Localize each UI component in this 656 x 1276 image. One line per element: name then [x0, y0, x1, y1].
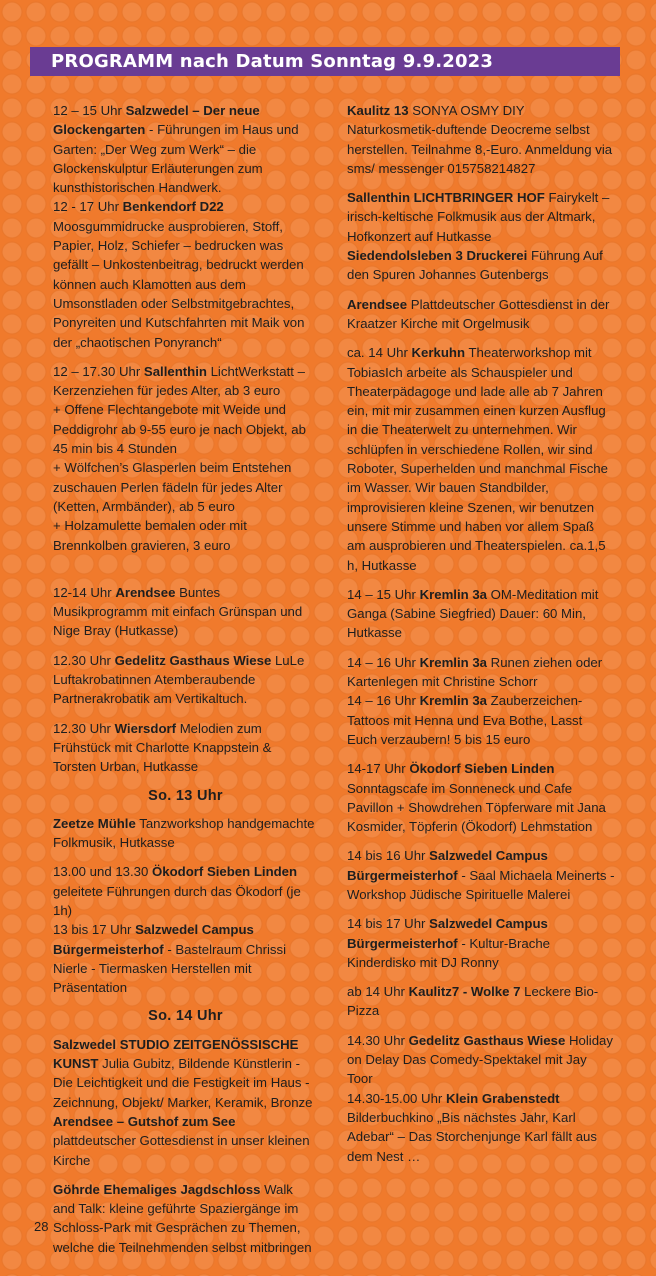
event-text: Führung Auf den Spuren Johannes Gutenbergs — [347, 248, 603, 283]
event-entry — [347, 846, 615, 904]
event-time: 12.30 Uhr — [53, 720, 115, 736]
event-entry — [53, 362, 318, 555]
event-entry — [53, 1035, 318, 1170]
event-entry — [347, 585, 615, 643]
event-time: 14 bis 17 Uhr — [347, 916, 430, 932]
event-text: Julia Gubitz, Bildende Künstlerin - Die Leichtigkeit und die Festigkeit im Haus - Zeichnung, Objekt/ Marker, Keramik, Bronze — [53, 1056, 313, 1110]
event-text: Melodien zum Frühstück mit Charlotte Knappstein & Torsten Urban, Hutkasse — [53, 720, 272, 775]
event-text: OM-Meditation mit Ganga (Sabine Siegfried) Dauer: 60 Min, Hutkasse — [347, 586, 599, 641]
event-time: 14-17 Uhr — [347, 761, 410, 777]
event-entry — [53, 862, 318, 997]
time-heading: So. 14 Uhr — [148, 1008, 223, 1025]
event-time: 14.30-15.00 Uhr — [347, 1090, 446, 1106]
event-text: Theaterworkshop mit TobiasIch arbeite als Schauspieler und Theaterpädagoge und lade alle ab 7 Jahren ein, mit mir zusammen einen kurzen Ausflug in die Theaterwelt zu unternehmen. Wir schlüpfen in verschiedene Rollen, wir sind Roboter, Superhelden und manchmal Fische im Wasser. Wir bauen Standbilder, improvisieren kleine Szenen, wir benutzen unsere Stimme und haben vor allem Spaß am ausprobieren und Theaterspielen. ca.1,5 h, Hutkasse — [347, 345, 608, 573]
event-place: Salzwedel Campus Bürgermeisterhof — [53, 922, 254, 957]
event-entry — [347, 1031, 615, 1166]
event-entry — [53, 814, 318, 853]
event-place: Kerkuhn — [411, 345, 466, 361]
event-entry — [53, 101, 318, 197]
event-text: Holiday on Delay Das Comedy-Spektakel mit Jay Toor — [347, 1032, 613, 1087]
event-place: Göhrde Ehemaliges Jagdschloss — [53, 1181, 261, 1197]
event-text: SONYA OSMY DIY Naturkosmetik-duftende Deocreme selbst herstellen. Teilnahme 8,-Euro. Anmeldung via sms/ messenger 015758214827 — [347, 103, 613, 176]
event-place: Gedelitz Gasthaus Wiese — [408, 1032, 566, 1048]
event-time: ab 14 Uhr — [347, 984, 409, 1000]
event-place: Kremlin 3a — [419, 586, 488, 602]
event-text: Leckere Bio-Pizza — [347, 984, 599, 1019]
event-place: Gedelitz Gasthaus Wiese — [114, 652, 272, 668]
page-number: 28 — [34, 1219, 49, 1234]
event-place: Kremlin 3a — [419, 654, 488, 670]
event-text: - Kultur-Brache Kinderdisko mit DJ Ronny — [347, 935, 551, 970]
event-entry — [53, 1180, 318, 1257]
event-place: Siedendolsleben 3 Druckerei — [347, 248, 528, 264]
event-time: ca. 14 Uhr — [347, 345, 412, 361]
event-time: 12-14 Uhr — [53, 584, 116, 600]
event-place: Ökodorf Sieben Linden — [409, 761, 555, 777]
event-place: Arendsee — [347, 296, 408, 312]
event-text: Fairykelt – irisch-keltische Folkmusik aus der Altmark, Hofkonzert auf Hutkasse — [347, 190, 610, 244]
event-entry — [347, 914, 615, 972]
event-place: Sallenthin — [143, 363, 207, 379]
right-column — [347, 101, 615, 1176]
event-place: Klein Grabenstedt — [445, 1090, 560, 1106]
event-place: Salzwedel Campus Bürgermeisterhof — [347, 916, 548, 951]
event-text: Zauberzeichen-Tattoos mit Henna und Eva Bothe, Lasst Euch verzaubern! 5 bis 15 euro — [347, 693, 583, 747]
time-heading: So. 13 Uhr — [148, 787, 223, 804]
event-time: 13 bis 17 Uhr — [53, 922, 136, 938]
event-place: Sallenthin LICHTBRINGER HOF — [347, 190, 545, 206]
event-entry — [347, 101, 615, 178]
event-entry — [347, 653, 615, 749]
event-place: Arendsee — [115, 584, 176, 600]
event-time: 12 – 15 Uhr — [53, 103, 126, 118]
event-place: Salzwedel STUDIO ZEITGENÖSSISCHE KUNST — [53, 1036, 299, 1072]
event-time: 14 bis 16 Uhr — [347, 848, 430, 864]
event-text: - Führungen im Haus und Garten: „Der Weg zum Werk“ – die Glockenskulptur Erläuterungen zum kunsthistorischen Handwerk. — [53, 122, 299, 196]
event-time: 14 – 16 Uhr — [347, 693, 420, 709]
event-text: + Holzamulette bemalen oder mit Brennkolben gravieren, 3 euro — [53, 518, 247, 553]
event-place: Arendsee – Gutshof zum See — [53, 1113, 236, 1129]
event-text: Moosgummidrucke ausprobieren, Stoff, Papier, Holz, Schiefer – bedrucken was gefällt – Unkostenbeitrag, bedruckt werden können auch Klamotten aus dem Umsonstladen oder Selbstmitgebrachtes, Ponyreiten und Kutschfahrten mit Maik von der „chaotischen Ponyranch“ — [53, 218, 305, 350]
event-time: 14 – 16 Uhr — [347, 654, 420, 670]
event-entry — [347, 343, 615, 575]
event-place: Salzwedel Campus Bürgermeisterhof — [347, 848, 548, 883]
event-text: LuLe Luftakrobatinnen Atemberaubende Partnerakrobatik am Vertikaltuch. — [53, 652, 305, 707]
event-place: Ökodorf Sieben Linden — [152, 864, 298, 880]
event-text: Bilderbuchkino „Bis nächstes Jahr, Karl Adebar“ – Das Storchenjunge Karl fällt aus dem Nest … — [347, 1109, 597, 1164]
event-text: + Wölfchen’s Glasperlen beim Entstehen zuschauen Perlen fädeln für jedes Alter (Ketten, Armbänder), ab 5 euro — [53, 460, 292, 514]
event-place: Wiersdorf — [114, 720, 177, 736]
page-title-banner: PROGRAMM nach Datum Sonntag 9.9.2023 — [30, 47, 620, 76]
event-text: Walk and Talk: kleine geführte Spaziergänge im Schloss-Park mit Gesprächen zu Themen, welche die Teilnehmenden selbst mitbringen — [53, 1181, 312, 1255]
event-place: Kremlin 3a — [419, 693, 488, 709]
event-time: 12 - 17 Uhr — [53, 199, 123, 215]
event-place: Kaulitz 13 — [347, 103, 409, 118]
event-place: Kaulitz7 - Wolke 7 — [408, 984, 521, 1000]
event-place: Zeetze Mühle — [53, 815, 136, 831]
event-time: 12 – 17.30 Uhr — [53, 363, 144, 379]
event-entry — [347, 295, 615, 334]
event-time: 12.30 Uhr — [53, 652, 115, 668]
event-entry — [347, 982, 615, 1021]
event-time: 14.30 Uhr — [347, 1032, 409, 1048]
event-entry — [53, 197, 318, 351]
event-place: Salzwedel – Der neue Glockengarten — [53, 103, 260, 138]
event-text: + Offene Flechtangebote mit Weide und Peddigrohr ab 9-55 euro je nach Objekt, ab 45 min bis 4 Stunden — [53, 402, 306, 457]
left-column — [53, 101, 318, 1267]
event-text: Plattdeutscher Gottesdienst in der Kraatzer Kirche mit Orgelmusik — [347, 296, 610, 331]
event-time: 14 – 15 Uhr — [347, 586, 420, 602]
event-entry — [347, 188, 615, 284]
event-entry — [347, 759, 615, 836]
event-entry — [53, 651, 318, 709]
event-entry — [53, 583, 318, 641]
event-entry — [53, 719, 318, 777]
event-text: geleitete Führungen durch das Ökodorf (je 1h) — [53, 883, 301, 918]
event-text: Runen ziehen oder Kartenlegen mit Christine Schorr — [347, 654, 603, 690]
event-text: LichtWerkstatt – Kerzenziehen für jedes Alter, ab 3 euro — [53, 363, 305, 399]
event-time: 13.00 und 13.30 — [53, 864, 152, 880]
event-text: plattdeutscher Gottesdienst in unser kleinen Kirche — [53, 1133, 310, 1168]
event-text: - Saal Michaela Meinerts - Workshop Jüdische Spirituelle Malerei — [347, 867, 615, 902]
event-text: Buntes Musikprogramm mit einfach Grünspan und Nige Bray (Hutkasse) — [53, 584, 303, 639]
event-text: Sonntagscafe im Sonneneck und Cafe Pavillon + Showdrehen Töpferware mit Jana Kosmider, Töpferin (Ökodorf) Lehmstation — [347, 780, 606, 835]
event-place: Benkendorf D22 — [122, 199, 224, 215]
event-text: Tanzworkshop handgemachte Folkmusik, Hutkasse — [53, 815, 315, 851]
event-text: - Bastelraum Chrissi Nierle - Tiermasken Herstellen mit Präsentation — [53, 941, 287, 996]
